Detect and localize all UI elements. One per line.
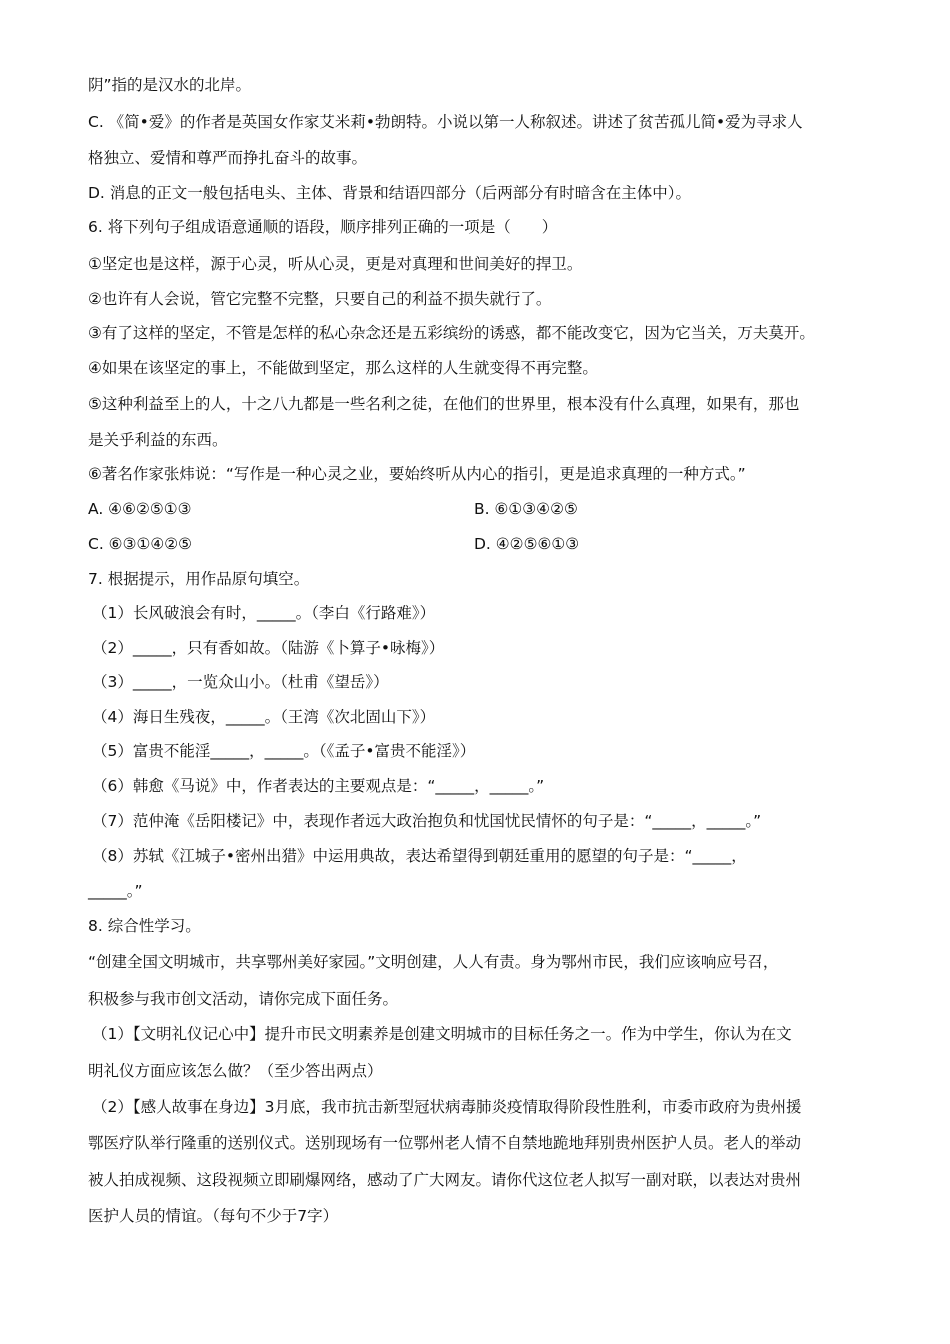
question-7-stem: 7. 根据提示，用作品原句填空。: [88, 570, 310, 588]
task-1-cont: 明礼仪方面应该怎么做？（至少答出两点）: [88, 1062, 383, 1080]
sentence-5: ⑤这种利益至上的人，十之八九都是一些名利之徒，在他们的世界里，根本没有什么真理，如果有，那也: [88, 395, 800, 413]
question-6-stem: 6. 将下列句子组成语意通顺的语段，顺序排列正确的一项是（ ）: [88, 218, 558, 236]
blank-item-1: （1）长风破浪会有时，_____。（李白《行路难》）: [92, 604, 436, 622]
task-2-cont-2: 被人拍成视频、这段视频立即刷爆网络，感动了广大网友。请你代这位老人拟写一副对联，以表达对贵州: [88, 1171, 802, 1189]
blank-item-8: （8）苏轼《江城子•密州出猎》中运用典故，表达希望得到朝廷重用的愿望的句子是：“_____，: [92, 847, 747, 865]
sentence-5-cont: 是关乎利益的东西。: [88, 431, 228, 449]
sentence-1: ①坚定也是这样，源于心灵，听从心灵，更是对真理和世间美好的捍卫。: [88, 255, 583, 273]
option-d: D. ④②⑤⑥①③: [474, 535, 580, 553]
blank-item-4: （4）海日生残夜，_____。（王湾《次北固山下》）: [92, 708, 436, 726]
task-2-cont-1: 鄂医疗队举行隆重的送别仪式。送别现场有一位鄂州老人情不自禁地跪地拜别贵州医护人员。老人的举动: [88, 1134, 802, 1152]
option-c: C. ⑥③①④②⑤: [88, 535, 193, 553]
option-a: A. ④⑥②⑤①③: [88, 500, 192, 518]
sentence-6: ⑥著名作家张炜说：“写作是一种心灵之业，要始终听从内心的指引，更是追求真理的一种方式。”: [88, 465, 746, 483]
blank-item-2: （2）_____，只有香如故。（陆游《卜算子•咏梅》）: [92, 639, 445, 657]
blank-item-3: （3）_____，一览众山小。（杜甫《望岳》）: [92, 673, 389, 691]
task-2: （2）【感人故事在身边】3月底，我市抗击新型冠状病毒肺炎疫情取得阶段性胜利，市委市政府为贵州援: [92, 1098, 802, 1116]
sentence-3: ③有了这样的坚定，不管是怎样的私心杂念还是五彩缤纷的诱惑，都不能改变它，因为它当关，万夫莫开。: [88, 324, 815, 342]
blank-item-7: （7）范仲淹《岳阳楼记》中，表现作者远大政治抱负和忧国忧民情怀的句子是：“_____，_____。”: [92, 812, 762, 830]
blank-item-5: （5）富贵不能淫_____，_____。（《孟子•富贵不能淫》）: [92, 742, 476, 760]
task-1: （1）【文明礼仪记心中】提升市民文明素养是创建文明城市的目标任务之一。作为中学生，你认为在文: [92, 1025, 792, 1043]
text-line: 阴”指的是汉水的北岸。: [88, 76, 252, 94]
blank-item-8-cont: _____。”: [88, 882, 143, 900]
task-2-cont-3: 医护人员的情谊。（每句不少于7字）: [88, 1207, 339, 1225]
question-8-intro: “创建全国文明城市，共享鄂州美好家园。”文明创建，人人有责。身为鄂州市民，我们应该响应号召，: [88, 953, 779, 971]
sentence-2: ②也许有人会说，管它完整不完整，只要自己的利益不损失就行了。: [88, 290, 552, 308]
question-8-intro-cont: 积极参与我市创文活动，请你完成下面任务。: [88, 990, 399, 1008]
sentence-4: ④如果在该坚定的事上，不能做到坚定，那么这样的人生就变得不再完整。: [88, 359, 598, 377]
option-c-line: C. 《简•爱》的作者是英国女作家艾米莉•勃朗特。小说以第一人称叙述。讲述了贫苦孤儿简•爱为寻求人: [88, 113, 803, 131]
question-8-stem: 8. 综合性学习。: [88, 917, 201, 935]
option-b: B. ⑥①③④②⑤: [474, 500, 578, 518]
option-d-line: D. 消息的正文一般包括电头、主体、背景和结语四部分（后两部分有时暗含在主体中）。: [88, 184, 692, 202]
blank-item-6: （6）韩愈《马说》中，作者表达的主要观点是：“_____，_____。”: [92, 777, 545, 795]
text-line: 格独立、爱情和尊严而挣扎奋斗的故事。: [88, 149, 368, 167]
